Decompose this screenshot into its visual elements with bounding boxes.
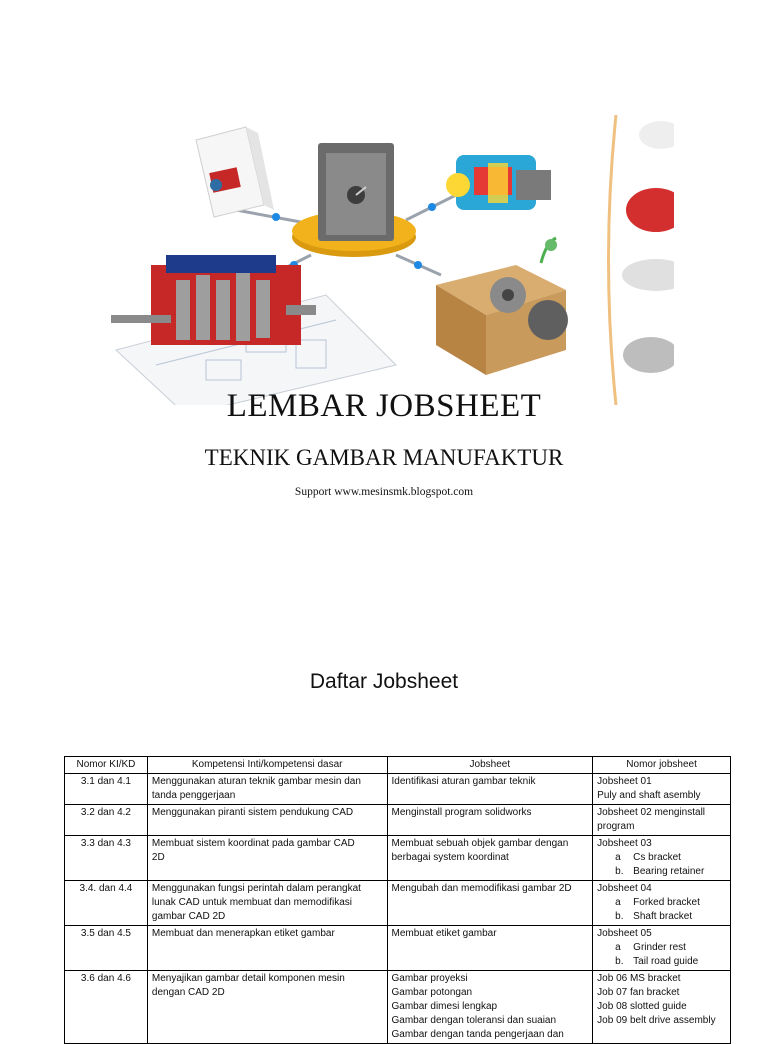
- list-marker: b.: [615, 866, 624, 877]
- list-text: Forked bracket: [633, 897, 700, 908]
- cell-line: Menginstall program solidworks: [391, 807, 532, 818]
- cell-line: Jobsheet 04: [597, 883, 652, 894]
- cell-line: Job 09 belt drive assembly: [597, 1015, 716, 1026]
- table-row: [65, 836, 731, 881]
- jobsheet-table: [64, 756, 731, 1044]
- cell-line: Jobsheet 01: [597, 776, 652, 787]
- cell-line: program: [597, 821, 635, 832]
- list-marker: a: [615, 852, 621, 863]
- support-text: Support www.mesinsmk.blogspot.com: [294, 486, 474, 498]
- kd-cell: 3.4. dan 4.4: [65, 881, 148, 926]
- kd-cell: 3.5 dan 4.5: [65, 926, 148, 971]
- jobsheet-cell: [387, 971, 593, 1044]
- cell-line: Membuat dan menerapkan etiket gambar: [151, 928, 335, 939]
- list-text: Bearing retainer: [633, 866, 705, 877]
- cell-line: tanda penggerjaan: [151, 790, 236, 801]
- cell-line: berbagai system koordinat: [391, 852, 509, 863]
- cell-line: Jobsheet 03: [597, 838, 652, 849]
- kd-cell: 3.1 dan 4.1: [65, 774, 148, 805]
- nomor-cell: [593, 805, 731, 836]
- jobsheet-cell: [387, 774, 593, 805]
- cell-line: Jobsheet 02 menginstall: [597, 807, 706, 818]
- kompetensi-cell: [147, 926, 387, 971]
- cell-line: Gambar dimesi lengkap: [391, 1001, 498, 1012]
- list-text: Shaft bracket: [633, 911, 693, 922]
- kompetensi-cell: [147, 836, 387, 881]
- cell-line: [597, 941, 726, 955]
- table-row: [65, 881, 731, 926]
- cell-line: Menggunakan fungsi perintah dalam perangkat: [151, 883, 361, 894]
- cell-line: Membuat sebuah objek gambar dengan: [391, 838, 569, 849]
- cell-line: gambar CAD 2D: [151, 911, 226, 922]
- list-text: Grinder rest: [633, 942, 686, 953]
- table-row: [65, 971, 731, 1044]
- column-header: Kompetensi Inti/kompetensi dasar: [147, 757, 387, 774]
- list-marker: a: [615, 942, 621, 953]
- cell-line: Menggunakan aturan teknik gambar mesin dan: [151, 776, 361, 787]
- nomor-cell: [593, 774, 731, 805]
- nomor-cell: [593, 881, 731, 926]
- column-header: Nomor jobsheet: [593, 757, 731, 774]
- cell-line: Gambar dengan tanda pengerjaan dan: [391, 1029, 564, 1040]
- cell-line: Gambar proyeksi: [391, 973, 468, 984]
- document-subtitle: TEKNIK GAMBAR MANUFAKTUR: [204, 445, 564, 470]
- kd-cell: 3.6 dan 4.6: [65, 971, 148, 1044]
- column-header: Jobsheet: [387, 757, 593, 774]
- cell-line: Jobsheet 05: [597, 928, 652, 939]
- list-text: Cs bracket: [633, 852, 681, 863]
- kompetensi-cell: [147, 805, 387, 836]
- cell-line: Membuat etiket gambar: [391, 928, 497, 939]
- cell-line: dengan CAD 2D: [151, 987, 225, 998]
- cell-line: Menggunakan piranti sistem pendukung CAD: [151, 807, 354, 818]
- kd-cell: 3.3 dan 4.3: [65, 836, 148, 881]
- section-heading: Daftar Jobsheet: [309, 670, 459, 693]
- cell-line: [597, 865, 726, 879]
- document-title: LEMBAR JOBSHEET: [226, 388, 542, 424]
- cell-line: Job 08 slotted guide: [597, 1001, 687, 1012]
- hero-illustration: [96, 115, 674, 405]
- list-marker: a: [615, 897, 621, 908]
- jobsheet-cell: [387, 881, 593, 926]
- cell-line: Menyajikan gambar detail komponen mesin: [151, 973, 345, 984]
- kompetensi-cell: [147, 774, 387, 805]
- kd-cell: 3.2 dan 4.2: [65, 805, 148, 836]
- cell-line: [597, 896, 726, 910]
- cell-line: Job 06 MS bracket: [597, 973, 681, 984]
- cell-line: lunak CAD untuk membuat dan memodifikasi: [151, 897, 352, 908]
- list-marker: b.: [615, 911, 624, 922]
- cell-line: [597, 910, 726, 924]
- cell-line: 2D: [151, 852, 165, 863]
- table-row: [65, 805, 731, 836]
- list-text: Tail road guide: [633, 956, 699, 967]
- jobsheet-cell: [387, 836, 593, 881]
- cell-line: Puly and shaft asembly: [597, 790, 701, 801]
- list-marker: b.: [615, 956, 624, 967]
- cell-line: Mengubah dan memodifikasi gambar 2D: [391, 883, 572, 894]
- cell-line: Gambar dengan toleransi dan suaian: [391, 1015, 557, 1026]
- table-header-row: [65, 757, 731, 774]
- nomor-cell: [593, 971, 731, 1044]
- cell-line: Identifikasi aturan gambar teknik: [391, 776, 536, 787]
- cell-line: Membuat sistem koordinat pada gambar CAD: [151, 838, 355, 849]
- kompetensi-cell: [147, 881, 387, 926]
- table-row: [65, 926, 731, 971]
- jobsheet-cell: [387, 805, 593, 836]
- column-header: Nomor KI/KD: [65, 757, 148, 774]
- jobsheet-cell: [387, 926, 593, 971]
- cell-line: Job 07 fan bracket: [597, 987, 680, 998]
- kompetensi-cell: [147, 971, 387, 1044]
- nomor-cell: [593, 926, 731, 971]
- cell-line: [597, 955, 726, 969]
- table-row: [65, 774, 731, 805]
- nomor-cell: [593, 836, 731, 881]
- cell-line: [597, 851, 726, 865]
- cell-line: Gambar potongan: [391, 987, 473, 998]
